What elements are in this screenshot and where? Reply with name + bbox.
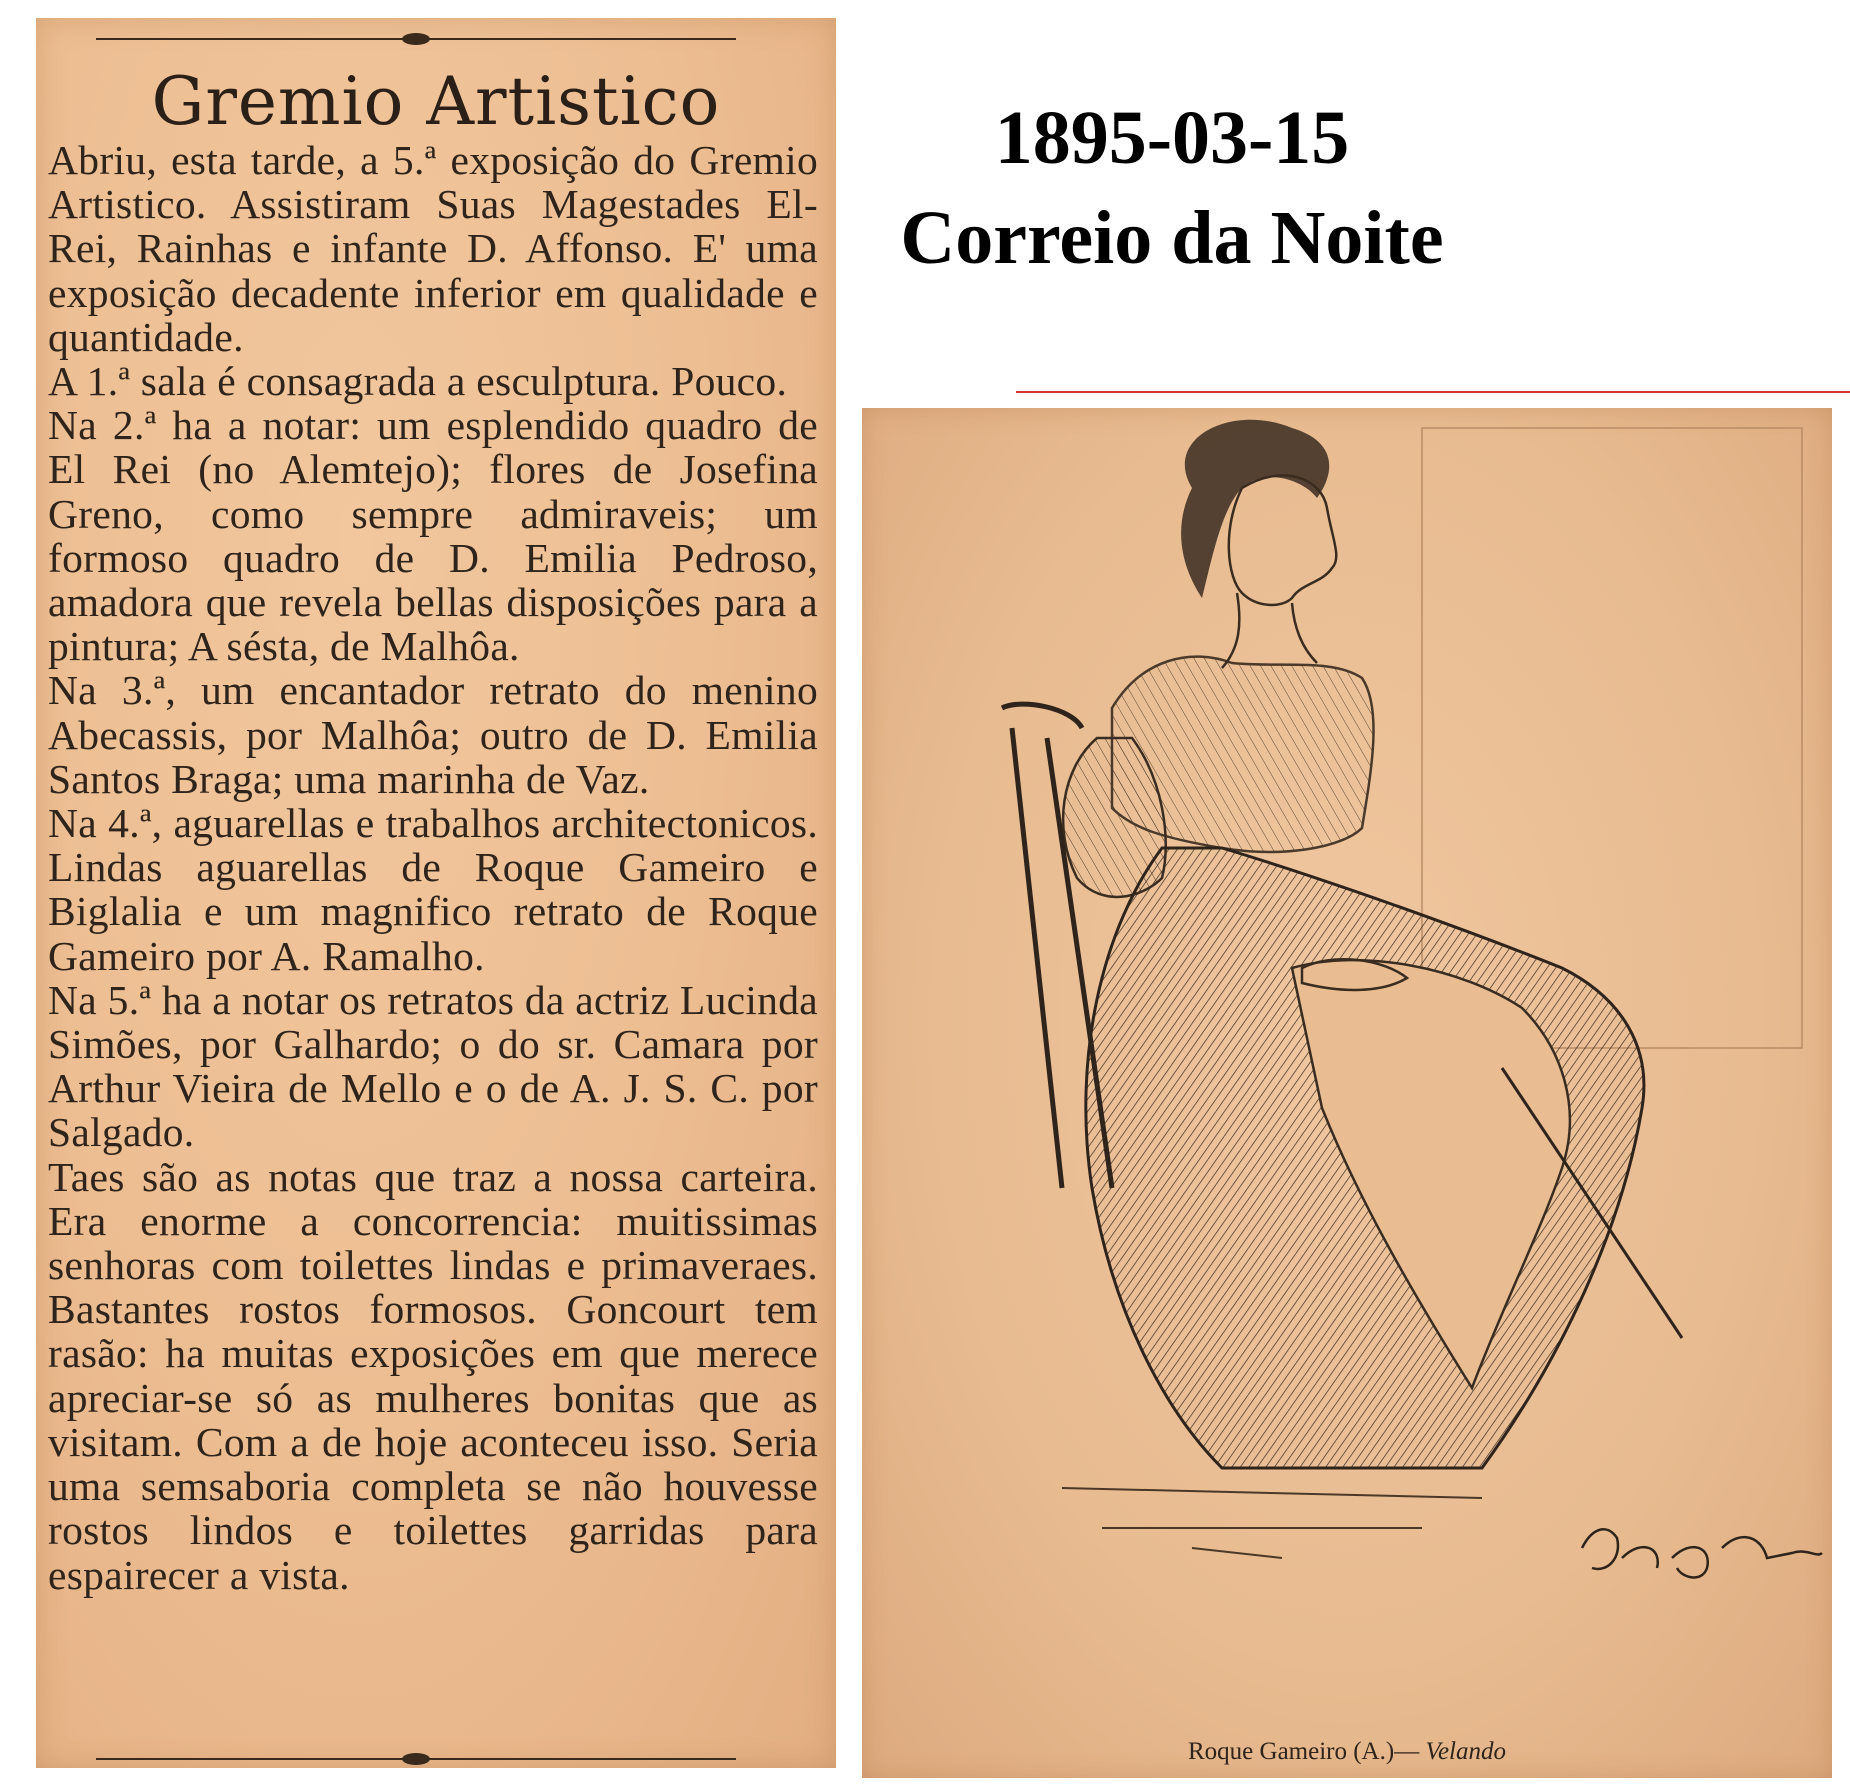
- article-clipping: [36, 18, 836, 1768]
- top-ornament-rule: [96, 38, 736, 40]
- article-headline: Gremio Artistico: [151, 63, 721, 140]
- publication-date: 1895-03-15: [994, 96, 1350, 180]
- article-paragraph: Na 2.ª ha a notar: um esplendido quadro de El Rei (no Alemtejo); flores de Josefina Greno, como sempre admiraveis; um formoso quadro de D. Emilia Pedroso, amadora que revela bellas disposições para a pintura; A sésta, de Malhôa.: [48, 402, 818, 670]
- article-paragraph: Na 3.ª, um encantador retrato do menino Abecassis, por Malhôa; outro de D. Emilia Santos Braga; uma marinha de Vaz.: [48, 667, 818, 802]
- newspaper-name: Correio da Noite: [900, 196, 1444, 280]
- title-box: [872, 0, 1850, 393]
- article-paragraph: Na 5.ª ha a notar os retratos da actriz Lucinda Simões, por Galhardo; o do sr. Camara por Arthur Vieira de Mello e o de A. J. S. C. por Salgado.: [48, 976, 818, 1156]
- article-paragraph: Taes são as notas que traz a nossa carteira. Era enorme a concorrencia: muitissimas senhoras com toilettes lindas e primaveraes. Bastantes rostos formosos. Goncourt tem rasão: ha muitas exposições em que merece apreciar-se só as mulheres bonitas que as visitam. Com a de hoje aconteceu isso. Seria uma semsaboria completa se não houvesse rostos lindos e toilettes garridas para espairecer a vista.: [48, 1153, 818, 1598]
- article-paragraph: A 1.ª sala é consagrada a esculptura. Pouco.: [48, 358, 788, 405]
- article-body: [48, 138, 818, 1597]
- article-paragraph: Na 4.ª, aguarellas e trabalhos architectonicos. Lindas aguarellas de Roque Gameiro e Biglalia e um magnifico retrato de Roque Gameiro por A. Ramalho.: [48, 800, 818, 979]
- seated-woman-engraving: [862, 408, 1832, 1738]
- illustration-clipping: [862, 408, 1832, 1778]
- caption-title: Velando: [1425, 1738, 1506, 1765]
- article-paragraph: Abriu, esta tarde, a 5.ª exposição do Gremio Artistico. Assistiram Suas Magestades El-Rei, Rainhas e infante D. Affonso. E' uma exposição decadente inferior em qualidade e quantidade.: [48, 137, 818, 360]
- artist-signature: [1582, 1529, 1822, 1577]
- caption-author: Roque Gameiro (A.)—: [1188, 1738, 1420, 1765]
- bottom-ornament-rule: [96, 1758, 736, 1760]
- illustration-caption: [862, 1738, 1832, 1766]
- red-divider-line: [1016, 391, 1850, 393]
